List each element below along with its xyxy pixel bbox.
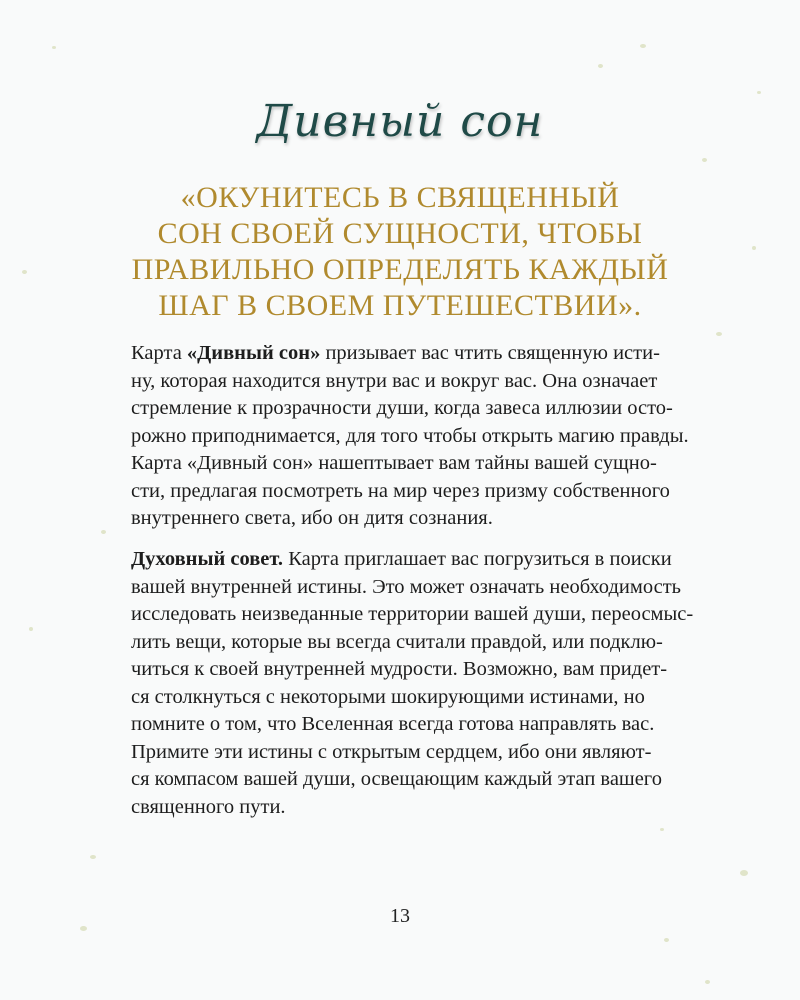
paper-speck <box>29 627 33 631</box>
text-line: священного пути. <box>131 795 286 818</box>
paper-speck <box>598 64 603 68</box>
quote-line: «ОКУНИТЕСЬ В СВЯЩЕННЫЙ <box>180 181 620 214</box>
text-fragment: Карта приглашает вас погрузиться в поиски <box>283 548 672 570</box>
paper-speck <box>752 246 756 250</box>
quote-line: ПРАВИЛЬНО ОПРЕДЕЛЯТЬ КАЖДЫЙ <box>131 253 669 286</box>
paper-speck <box>660 828 664 831</box>
page-number: 13 <box>390 905 410 927</box>
page-title: Дивный сон <box>256 96 544 147</box>
paper-speck <box>664 938 669 942</box>
epigraph-quote <box>100 180 700 324</box>
quote-line: СОН СВОЕЙ СУЩНОСТИ, ЧТОБЫ <box>157 217 643 250</box>
paper-speck <box>101 530 106 534</box>
text-fragment: призывает вас чтить священную исти- <box>320 342 660 364</box>
advice-heading: Духовный совет. <box>131 548 284 570</box>
text-line: читься к своей внутренней мудрости. Возможно, вам придет- <box>131 658 668 680</box>
text-line: ся столкнуться с некоторыми шокирующими истинами, но <box>131 685 645 708</box>
text-line: внутреннего света, ибо он дитя сознания. <box>131 507 493 529</box>
text-fragment: Карта <box>131 342 187 364</box>
text-line: ну, которая находится внутри вас и вокруг вас. Она означает <box>131 369 658 392</box>
text-line: сти, предлагая посмотреть на мир через призму собственного <box>131 479 670 502</box>
spiritual-advice-paragraph <box>131 546 694 821</box>
paper-speck <box>716 332 722 336</box>
text-line: рожно приподнимается, для того чтобы открыть магию правды. <box>131 424 689 447</box>
paper-speck <box>705 980 710 984</box>
quote-line: ШАГ В СВОЕМ ПУТЕШЕСТВИИ». <box>158 289 642 322</box>
paper-speck <box>22 270 27 274</box>
text-line: Карта «Дивный сон» нашептывает вам тайны вашей сущно- <box>131 452 657 474</box>
text-line: Примите эти истины с открытым сердцем, ибо они являют- <box>131 740 652 763</box>
paper-speck <box>740 870 748 876</box>
text-line: вашей внутренней истины. Это может означать необходимость <box>131 575 682 598</box>
paper-speck <box>702 158 707 162</box>
text-line: лить вещи, которые вы всегда считали правдой, или подклю- <box>131 630 663 653</box>
text-line: ся компасом вашей души, освещающим каждый этап вашего <box>131 768 662 790</box>
text-line: стремление к прозрачности души, когда завеса иллюзии осто- <box>131 397 673 419</box>
paper-speck <box>52 46 56 49</box>
text-line: исследовать неизведанные территории вашей души, переосмыс- <box>131 603 694 625</box>
text-line <box>131 340 677 368</box>
description-paragraph <box>131 340 689 533</box>
text-line: помните о том, что Вселенная всегда готова направлять вас. <box>131 713 655 735</box>
paper-speck <box>640 44 646 48</box>
paper-speck <box>757 91 761 94</box>
card-name: «Дивный сон» <box>186 342 321 364</box>
text-line <box>131 546 677 574</box>
paper-speck <box>90 855 96 859</box>
